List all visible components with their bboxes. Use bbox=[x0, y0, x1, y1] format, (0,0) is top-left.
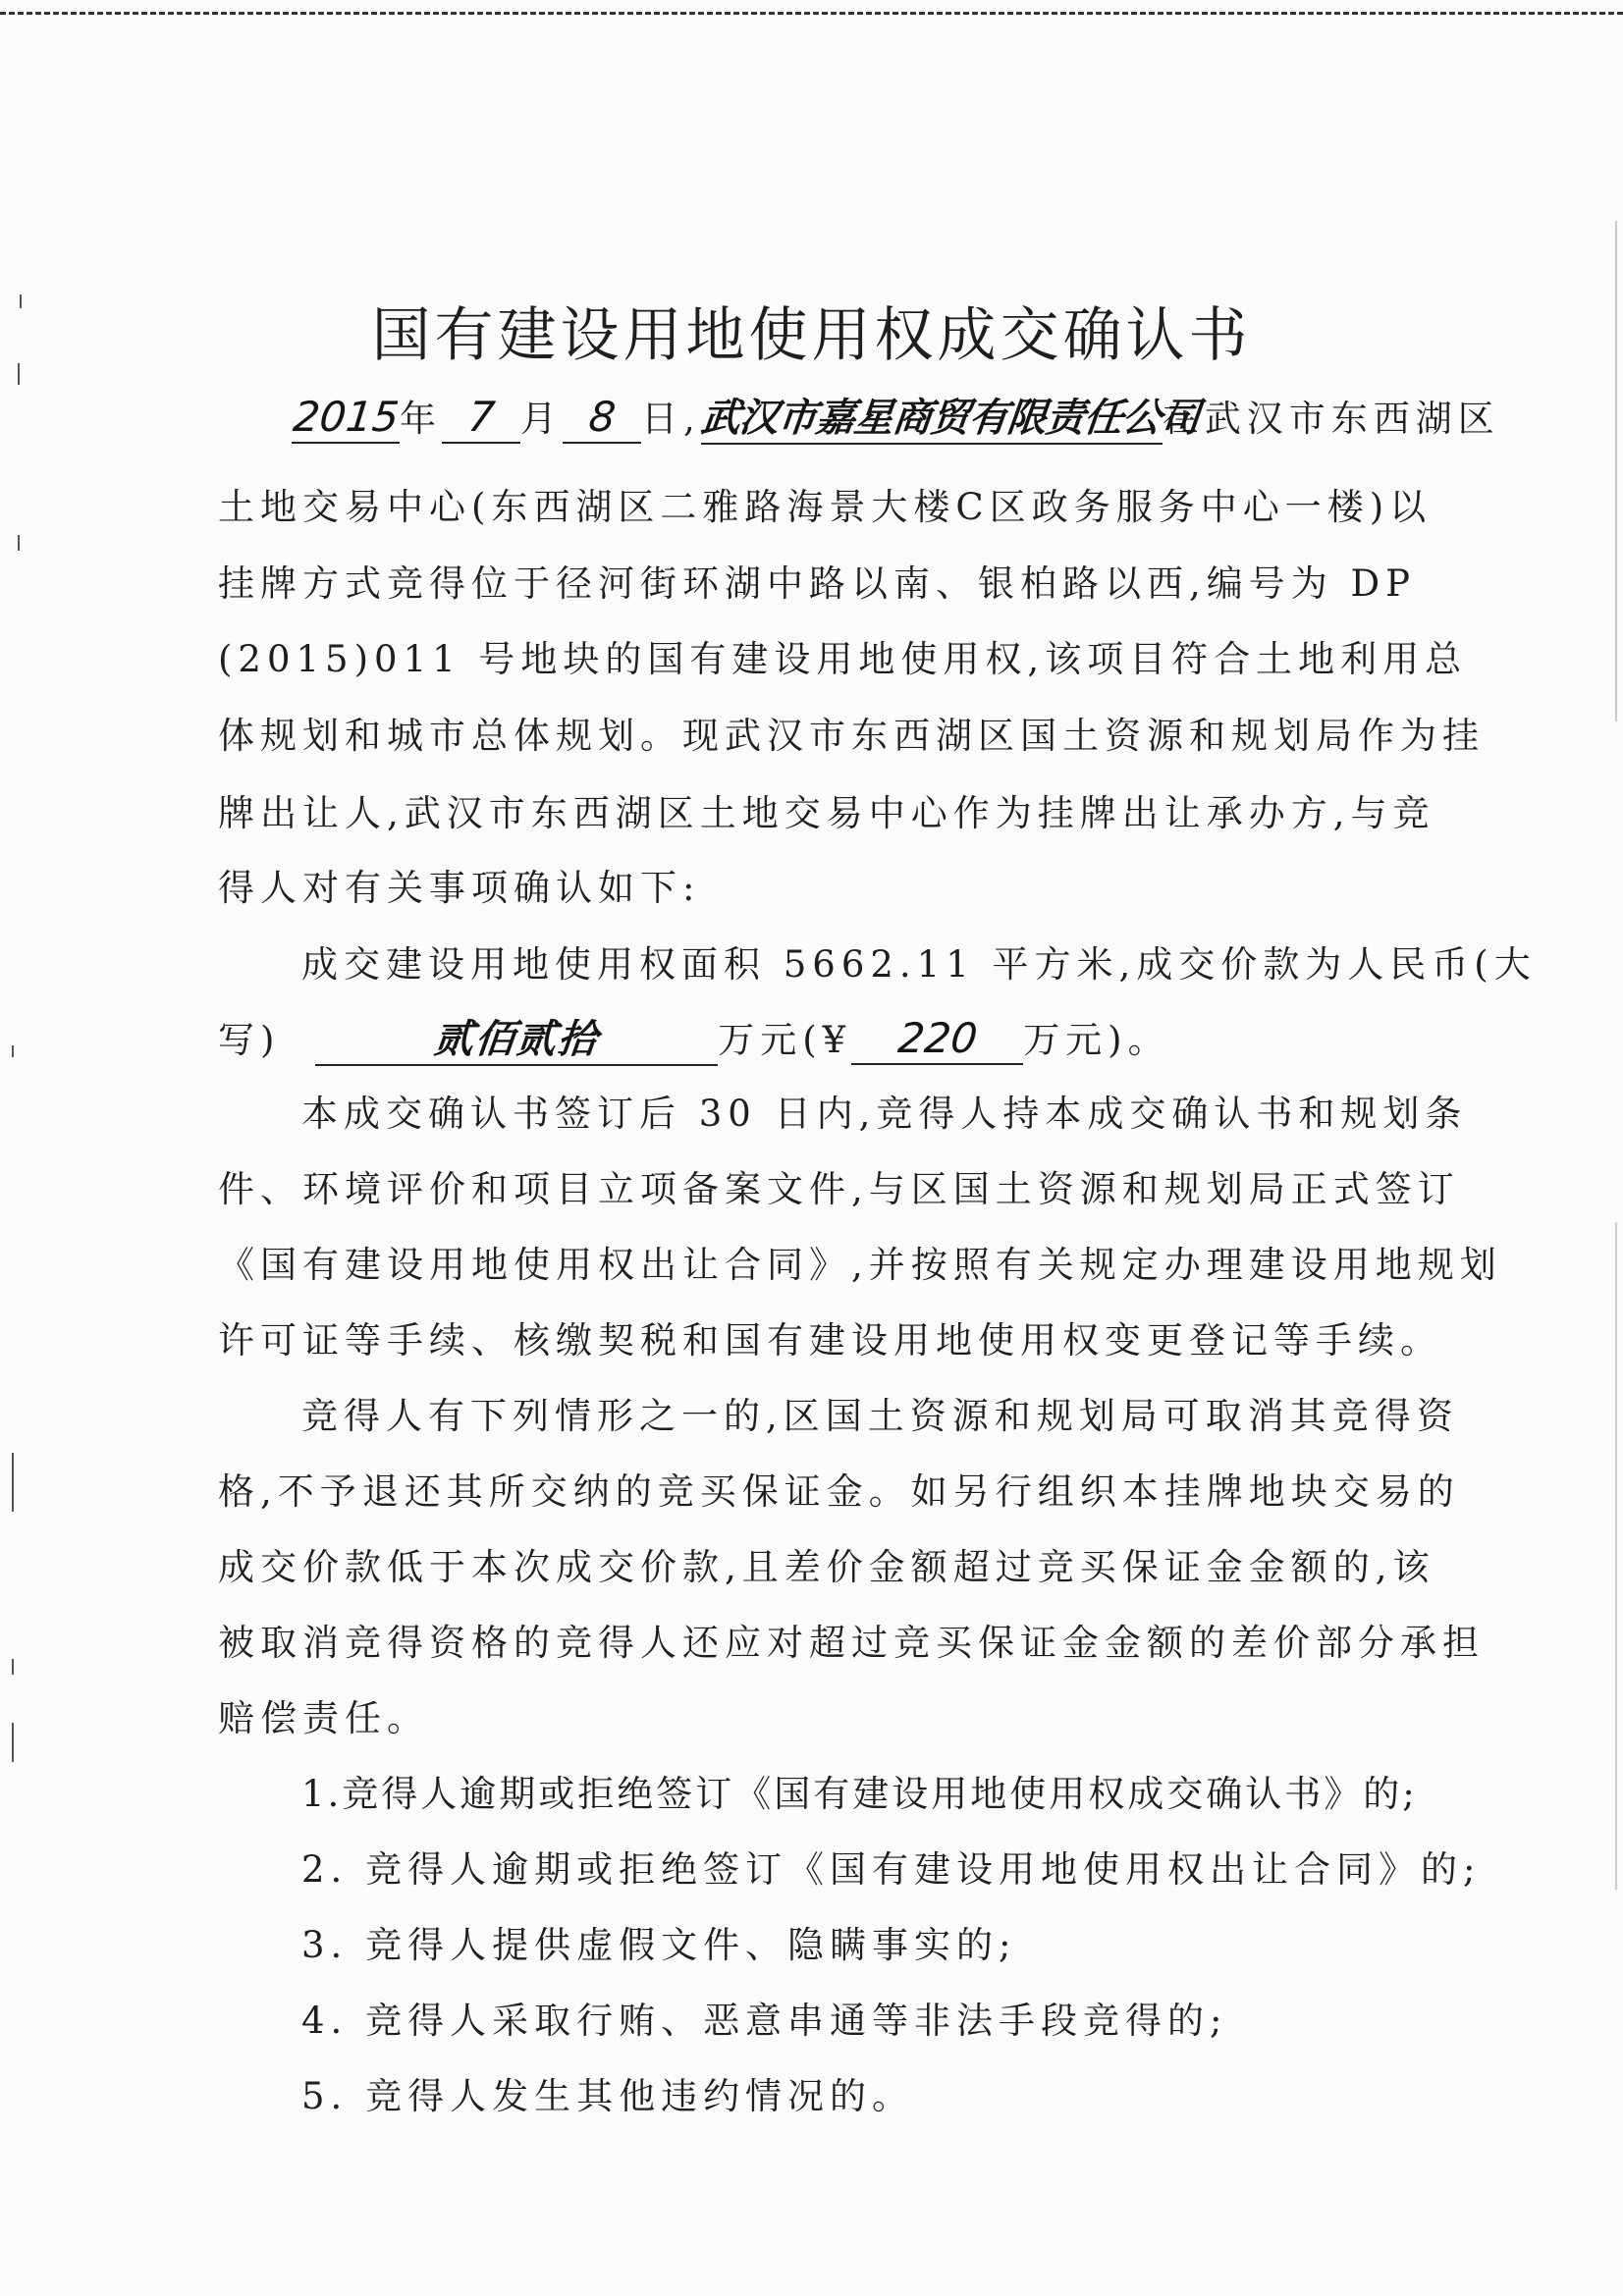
buyer-value: 武汉市嘉星商贸有限责任公司 bbox=[698, 396, 1202, 441]
month-unit: 月 bbox=[520, 398, 563, 440]
signing-line-1: 本成交确认书签订后 30 日内,竞得人持本成交确认书和规划条 bbox=[301, 1093, 1468, 1135]
signing-line-3: 《国有建设用地使用权出让合同》,并按照有关规定办理建设用地规划 bbox=[218, 1244, 1502, 1286]
intro-line-3: 挂牌方式竞得位于径河街环湖中路以南、银柏路以西,编号为 DP bbox=[218, 562, 1417, 605]
cancel-line-5: 赔偿责任。 bbox=[218, 1697, 429, 1739]
cancel-line-4: 被取消竞得资格的竞得人还应对超过竞买保证金金额的差价部分承担 bbox=[218, 1622, 1485, 1664]
day-value: 8 bbox=[586, 393, 618, 441]
scan-speck bbox=[12, 1723, 14, 1762]
scan-edge-top bbox=[0, 12, 1623, 15]
list-item: 4. 竞得人采取行贿、恶意串通等非法手段竞得的; bbox=[301, 2000, 1228, 2042]
document-title: 国有建设用地使用权成交确认书 bbox=[371, 301, 1252, 371]
cancel-line-1: 竞得人有下列情形之一的,区国土资源和规划局可取消其竞得资 bbox=[301, 1395, 1459, 1437]
scan-speck bbox=[12, 1659, 14, 1675]
intro-line-5: 体规划和城市总体规划。现武汉市东西湖区国土资源和规划局作为挂 bbox=[218, 715, 1485, 757]
scan-speck bbox=[12, 1453, 14, 1512]
signing-line-2: 件、环境评价和项目立项备案文件,与区国土资源和规划局正式签订 bbox=[218, 1168, 1460, 1210]
deal-line-2-mid: 万元(¥ bbox=[718, 1019, 852, 1061]
cancel-line-3: 成交价款低于本次成交价款,且差价金额超过竞买保证金金额的,该 bbox=[218, 1546, 1435, 1588]
list-item: 1.竞得人逾期或拒绝签订《国有建设用地使用权成交确认书》的; bbox=[301, 1773, 1418, 1815]
deal-line-2-tail: 万元)。 bbox=[1023, 1019, 1170, 1061]
amount-words-field bbox=[315, 1015, 718, 1066]
year-value: 2015 bbox=[291, 393, 402, 441]
intro-line-1-tail: 在武汉市东西湖区 bbox=[1162, 398, 1500, 440]
deal-line-1: 成交建设用地使用权面积 5662.11 平方米,成交价款为人民币(大 bbox=[301, 943, 1537, 986]
intro-line-4: (2015)011 号地块的国有建设用地使用权,该项目符合土地利用总 bbox=[218, 638, 1468, 680]
year-field bbox=[292, 393, 400, 444]
scan-speck bbox=[18, 535, 20, 551]
amount-number-field bbox=[851, 1014, 1023, 1065]
day-field bbox=[563, 393, 641, 444]
list-item: 2. 竞得人逾期或拒绝签订《国有建设用地使用权出让合同》的; bbox=[301, 1848, 1482, 1891]
scan-speck bbox=[12, 1045, 14, 1057]
month-field bbox=[442, 393, 520, 444]
deal-line-2 bbox=[218, 1014, 1170, 1066]
deal-line-2-head: 写) bbox=[218, 1019, 281, 1061]
intro-line-6: 牌出让人,武汉市东西湖区土地交易中心作为挂牌出让承办方,与竞 bbox=[218, 792, 1435, 834]
buyer-field bbox=[698, 394, 1202, 445]
signing-line-4: 许可证等手续、核缴契税和国有建设用地使用权变更登记等手续。 bbox=[218, 1319, 1442, 1362]
list-item: 3. 竞得人提供虚假文件、隐瞒事实的; bbox=[301, 1924, 1017, 1966]
amount-number-value: 220 bbox=[895, 1014, 980, 1062]
month-value: 7 bbox=[465, 393, 497, 441]
list-item: 5. 竞得人发生其他违约情况的。 bbox=[301, 2075, 915, 2117]
amount-words-value: 贰佰贰拾 bbox=[431, 1017, 602, 1062]
intro-line-1 bbox=[292, 393, 1500, 445]
intro-line-2: 土地交易中心(东西湖区二雅路海景大楼C区政务服务中心一楼)以 bbox=[218, 486, 1433, 528]
cancel-line-2: 格,不予退还其所交纳的竞买保证金。如另行组织本挂牌地块交易的 bbox=[218, 1470, 1460, 1513]
year-unit: 年 bbox=[400, 398, 442, 440]
intro-line-7: 得人对有关事项确认如下: bbox=[218, 867, 701, 909]
scan-edge-right bbox=[1615, 221, 1617, 1890]
day-unit: 日, bbox=[641, 398, 701, 440]
